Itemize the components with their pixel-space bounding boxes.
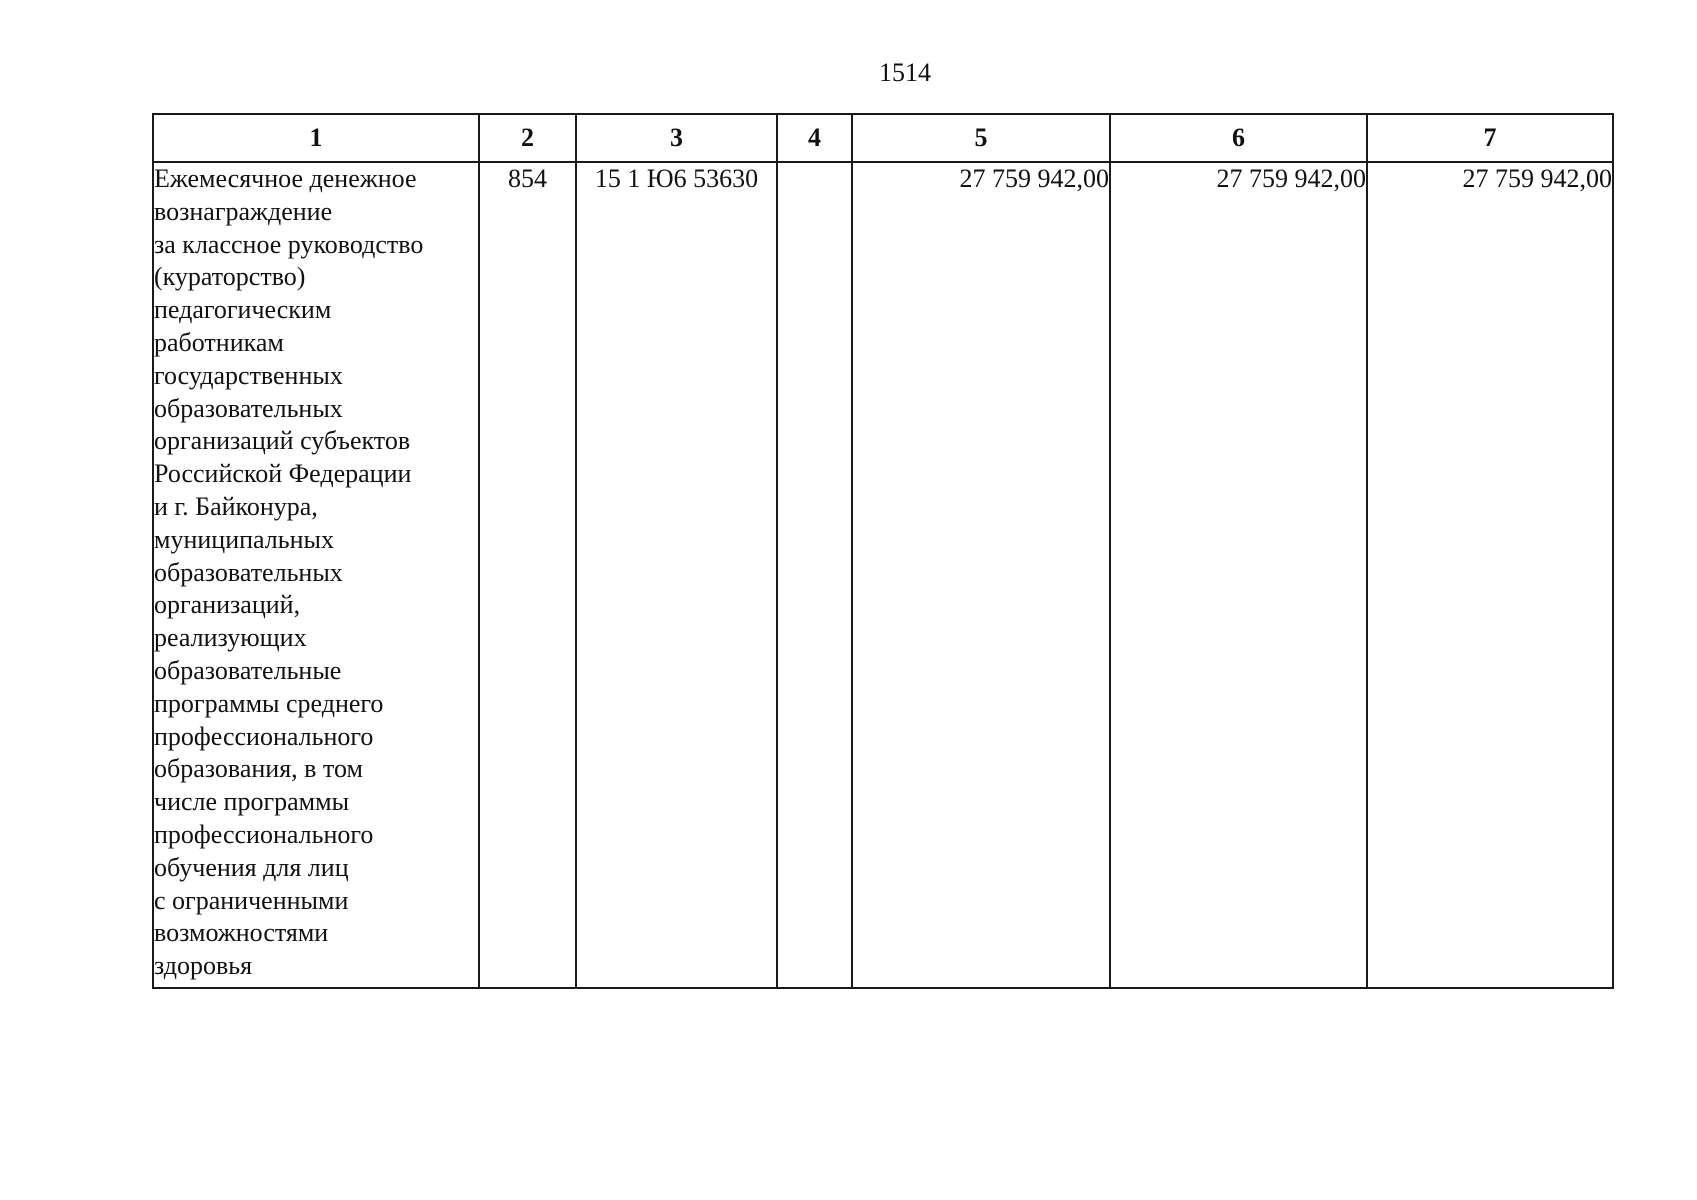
amount-cell-5: 27 759 942,00 [852, 162, 1110, 988]
page-number: 1514 [879, 58, 931, 87]
description-line: профессионального [154, 819, 374, 849]
description-line: работникам [154, 327, 284, 357]
header-col-5: 5 [852, 114, 1110, 162]
header-col-1: 1 [153, 114, 479, 162]
header-col-7: 7 [1367, 114, 1613, 162]
description-line: образования, в том [154, 754, 363, 784]
description-line: государственных [154, 360, 343, 390]
description-line: образовательных [154, 557, 343, 587]
header-col-4: 4 [777, 114, 852, 162]
description-line: профессионального [154, 721, 374, 751]
table-row [153, 162, 1613, 988]
description-line: с ограниченными [154, 885, 349, 915]
code-cell: 854 [479, 162, 576, 988]
description-line: реализующих [154, 623, 307, 653]
budget-table [152, 113, 1614, 989]
amount-cell-7: 27 759 942,00 [1367, 162, 1613, 988]
amount-cell-6: 27 759 942,00 [1110, 162, 1367, 988]
description-line: (кураторство) [154, 262, 306, 292]
description-line: числе программы [154, 787, 350, 817]
description-line: муниципальных [154, 524, 335, 554]
description-line: вознаграждение [154, 196, 333, 226]
classification-cell: 15 1 Ю6 53630 [576, 162, 777, 988]
description-line: педагогическим [154, 295, 332, 325]
description-line: возможностями [154, 918, 329, 948]
description-line: Ежемесячное денежное [154, 164, 417, 193]
header-col-2: 2 [479, 114, 576, 162]
header-row [153, 114, 1613, 162]
empty-cell [777, 162, 852, 988]
description-line: образовательные [154, 655, 342, 685]
description-line: и г. Байконура, [154, 491, 318, 521]
description-cell [153, 162, 479, 988]
description-line: Российской Федерации [154, 459, 412, 489]
description-line: программы среднего [154, 688, 384, 718]
header-col-6: 6 [1110, 114, 1367, 162]
description-line: организаций, [154, 590, 301, 620]
description-line: здоровья [154, 951, 253, 981]
description-line: организаций субъектов [154, 426, 411, 456]
description-line: обучения для лиц [154, 852, 349, 882]
header-col-3: 3 [576, 114, 777, 162]
description-line: за классное руководство [154, 229, 424, 259]
description-line: образовательных [154, 393, 343, 423]
